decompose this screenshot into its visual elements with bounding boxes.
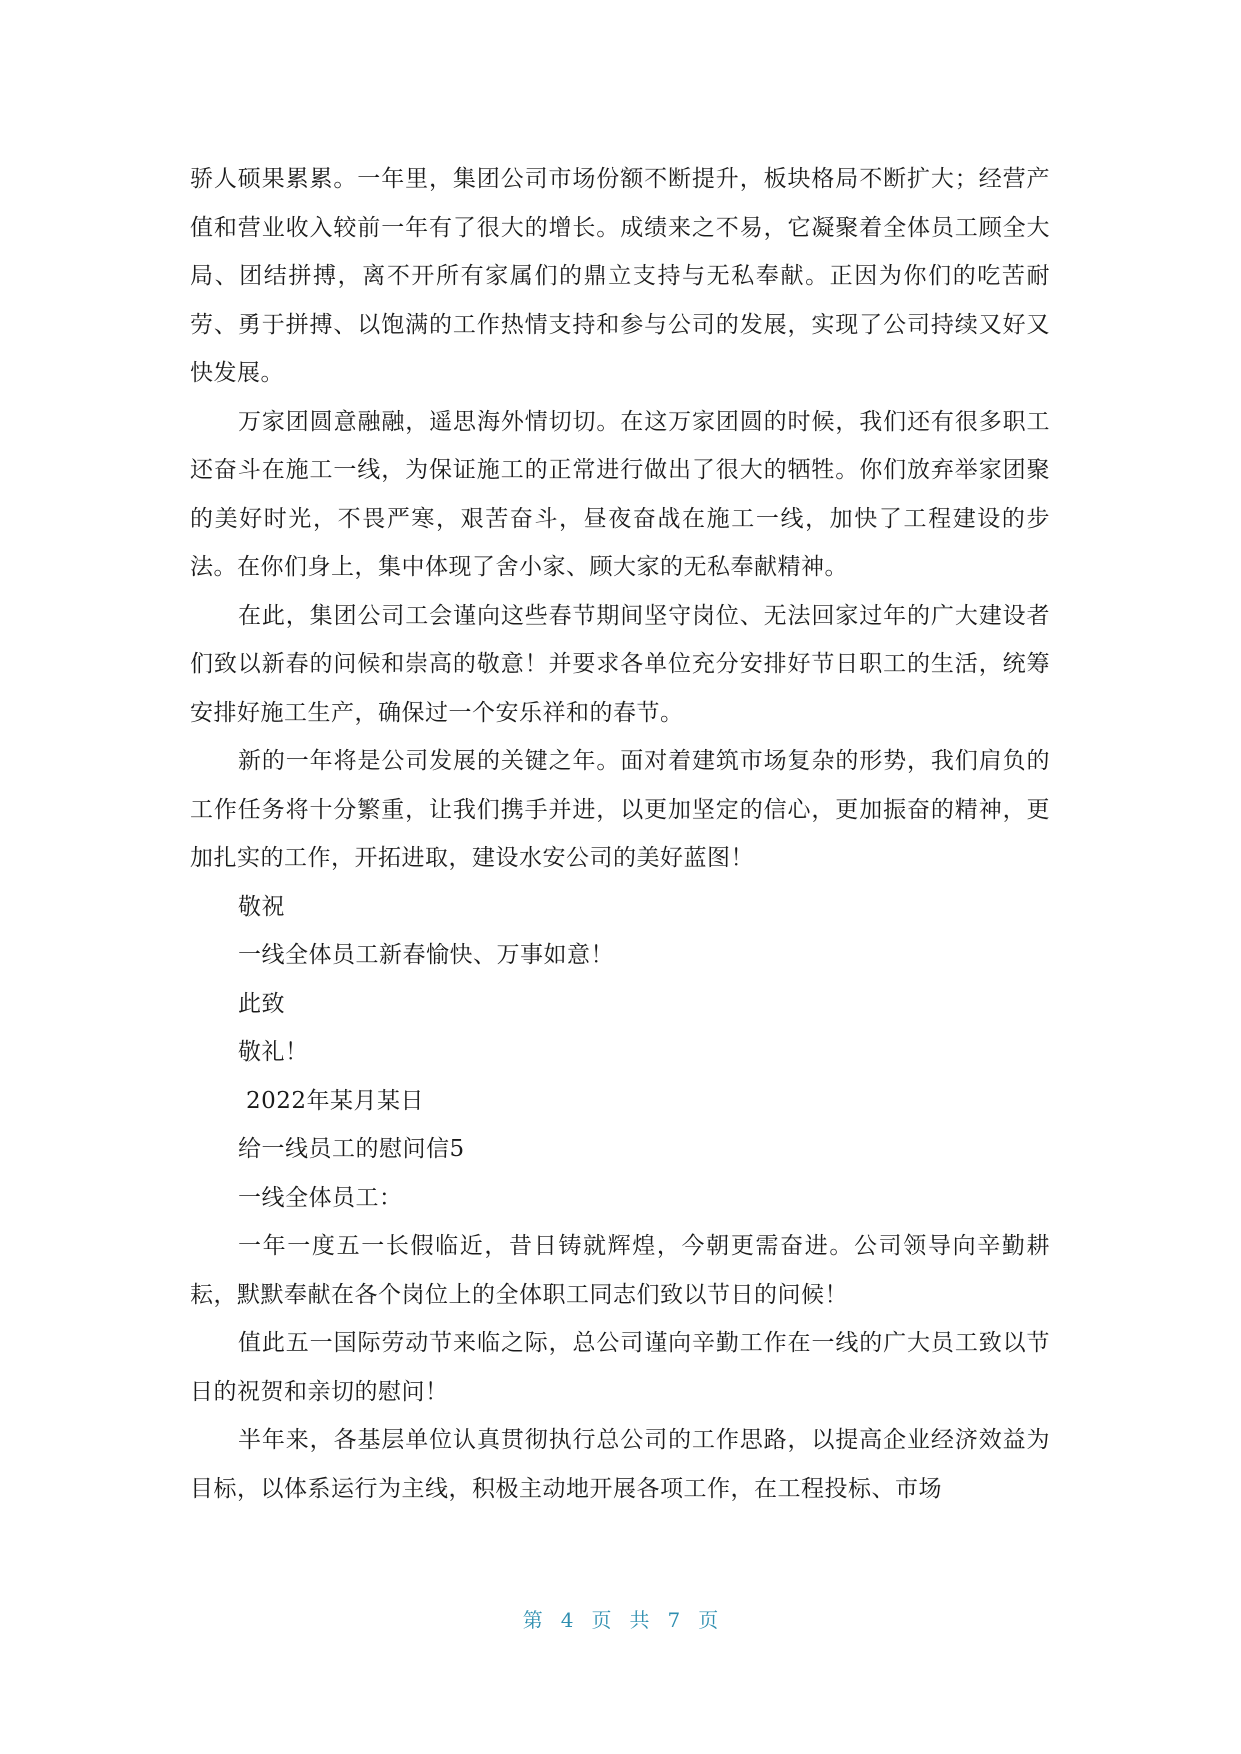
closing-salutation: 此致	[238, 990, 285, 1017]
paragraph-1: 骄人硕果累累。一年里，集团公司市场份额不断提升，板块格局不断扩大；经营产值和营业收入较前一年有了很大的增长。成绩来之不易，它凝聚着全体员工顾全大局、团结拼搏，离不开所有家属们的鼎立支持与无私奉献。正因为你们的吃苦耐劳、勇于拼搏、以饱满的工作热情支持和参与公司的发展，实现了公司持续又好又快发展。	[190, 166, 1050, 386]
footer-total-pages: 7	[667, 1608, 681, 1632]
closing-wish-content: 一线全体员工新春愉快、万事如意！	[238, 942, 614, 968]
letter-date: 2022年某月某日	[246, 1087, 425, 1114]
footer-label-ye: 页	[591, 1608, 612, 1632]
footer-page-number: 4	[560, 1608, 574, 1632]
closing-regards: 敬礼！	[238, 1039, 309, 1065]
paragraph-7: 半年来，各基层单位认真贯彻执行总公司的工作思路，以提高企业经济效益为目标，以体系运行为主线，积极主动地开展各项工作，在工程投标、市场	[190, 1427, 1050, 1502]
paragraph-2: 万家团圆意融融，遥思海外情切切。在这万家团圆的时候，我们还有很多职工还奋斗在施工一线，为保证施工的正常进行做出了很大的牺牲。你们放弃举家团聚的美好时光，不畏严寒，艰苦奋斗，昼夜奋战在施工一线，加快了工程建设的步法。在你们身上，集中体现了舍小家、顾大家的无私奉献精神。	[190, 408, 1050, 580]
paragraph-3: 在此，集团公司工会谨向这些春节期间坚守岗位、无法回家过年的广大建设者们致以新春的问候和崇高的敬意！并要求各单位充分安排好节日职工的生活，统筹安排好施工生产，确保过一个安乐祥和的春节。	[190, 602, 1050, 726]
letter-body	[190, 155, 1050, 1513]
closing-wish: 敬祝	[238, 893, 285, 920]
footer-label-di: 第	[522, 1608, 543, 1632]
paragraph-5: 一年一度五一长假临近，昔日铸就辉煌，今朝更需奋进。公司领导向辛勤耕耘，默默奉献在各个岗位上的全体职工同志们致以节日的问候！	[190, 1233, 1050, 1308]
paragraph-4: 新的一年将是公司发展的关键之年。面对着建筑市场复杂的形势，我们肩负的工作任务将十分繁重，让我们携手并进，以更加坚定的信心，更加振奋的精神，更加扎实的工作，开拓进取，建设水安公司的美好蓝图！	[190, 748, 1050, 871]
paragraph-6: 值此五一国际劳动节来临之际，总公司谨向辛勤工作在一线的广大员工致以节日的祝贺和亲切的慰问！	[190, 1330, 1050, 1405]
footer-label-ye2: 页	[698, 1608, 719, 1632]
letter-greeting: 一线全体员工：	[238, 1184, 403, 1211]
section-title: 给一线员工的慰问信5	[238, 1136, 465, 1162]
footer-label-gong: 共	[629, 1608, 650, 1632]
page-footer	[0, 1604, 1241, 1633]
